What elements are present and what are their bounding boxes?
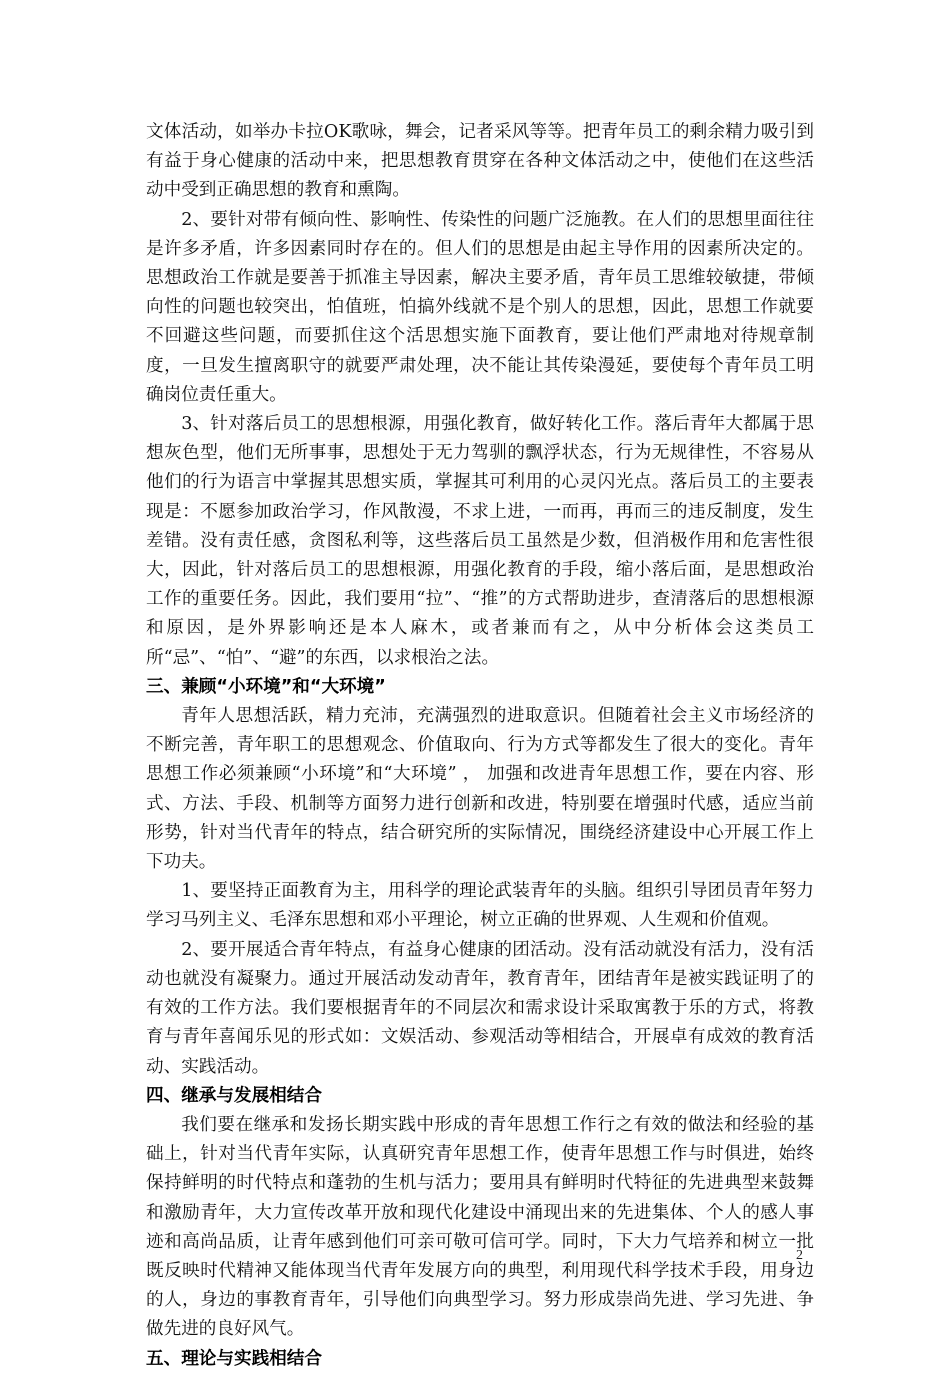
section-heading-5: 五、理论与实践相结合 [146, 1348, 322, 1369]
paragraph-section-3-item-1: 1、要坚持正面教育为主，用科学的理论武装青年的头脑。组织引导团员青年努力学习马列主义、毛泽东思想和邓小平理论，树立正确的世界观、人生观和价值观。 [146, 881, 814, 931]
document-body [146, 118, 814, 1374]
paragraph-section-4-body: 我们要在继承和发扬长期实践中形成的青年思想工作行之有效的做法和经验的基础上，针对当代青年实际，认真研究青年思想工作，使青年思想工作与时俱进，始终保持鲜明的时代特点和蓬勃的生机与活力；要用具有鲜明时代特征的先进典型来鼓舞和激励青年，大力宣传改革开放和现代化建设中涌现出来的先进集体、个人的感人事迹和高尚品质，让青年感到他们可亲可敬可信可学。同时，下大力气培养和树立一批既反映时代精神又能体现当代青年发展方向的典型，利用现代科学技术手段，用身边的人，身边的事教育青年，引导他们向典型学习。努力形成崇尚先进、学习先进、争做先进的良好风气。 [146, 1114, 814, 1340]
page-number: 2 [796, 1248, 803, 1263]
paragraph-section-3-item-2: 2、要开展适合青年特点，有益身心健康的团活动。没有活动就没有活力，没有活动也就没有凝聚力。通过开展活动发动青年，教育青年，团结青年是被实践证明了的有效的工作方法。我们要根据青年的不同层次和需求设计采取寓教于乐的方式，将教育与青年喜闻乐见的形式如：文娱活动、参观活动等相结合，开展卓有成效的教育活动、实践活动。 [146, 939, 814, 1077]
paragraph-item-3-backward-staff: 3、针对落后员工的思想根源，用强化教育，做好转化工作。落后青年大都属于思想灰色型，他们无所事事，思想处于无力驾驯的飘浮状态，行为无规律性，不容易从他们的行为语言中掌握其思想实质，掌握其可利用的心灵闪光点。落后员工的主要表现是：不愿参加政治学习，作风散漫，不求上进，一而再，再而三的违反制度，发生差错。没有责任感，贪图私利等，这些落后员工虽然是少数，但消极作用和危害性很大，因此，针对落后员工的思想根源，用强化教育的手段，缩小落后面，是思想政治工作的重要任务。因此，我们要用“拉”、“推”的方式帮助进步，查清落后的思想根源和原因，是外界影响还是本人麻木，或者兼而有之，从中分析体会这类员工所“忌”、“怕”、“避”的东西，以求根治之法。 [146, 414, 814, 668]
section-heading-3: 三、兼顾“小环境”和“大环境” [146, 676, 386, 697]
paragraph-intro-continuation: 文体活动，如举办卡拉OK歌咏，舞会，记者采风等等。把青年员工的剩余精力吸引到有益于身心健康的活动中来，把思想教育贯穿在各种文体活动之中，使他们在这些活动中受到正确思想的教育和熏陶。 [146, 122, 814, 201]
paragraph-item-2-tendency-issues: 2、要针对带有倾向性、影响性、传染性的问题广泛施教。在人们的思想里面往往是许多矛盾，许多因素同时存在的。但人们的思想是由起主导作用的因素所决定的。思想政治工作就是要善于抓准主导因素，解决主要矛盾，青年员工思维较敏捷，带倾向性的问题也较突出，怕值班，怕搞外线就不是个别人的思想，因此，思想工作就要不回避这些问题，而要抓住这个活思想实施下面教育，要让他们严肃地对待规章制度，一旦发生擅离职守的就要严肃处理，决不能让其传染漫延，要使每个青年员工明确岗位责任重大。 [146, 209, 814, 405]
section-heading-4: 四、继承与发展相结合 [146, 1085, 322, 1106]
paragraph-section-3-intro: 青年人思想活跃，精力充沛，充满强烈的进取意识。但随着社会主义市场经济的不断完善，青年职工的思想观念、价值取向、行为方式等都发生了很大的变化。青年思想工作必须兼顾“小环境”和“大环境” ， 加强和改进青年思想工作，要在内容、形式、方法、手段、机制等方面努力进行创新和改进，特别要在增强时代感，适应当前形势，针对当代青年的特点，结合研究所的实际情况，围绕经济建设中心开展工作上下功夫。 [146, 706, 814, 873]
